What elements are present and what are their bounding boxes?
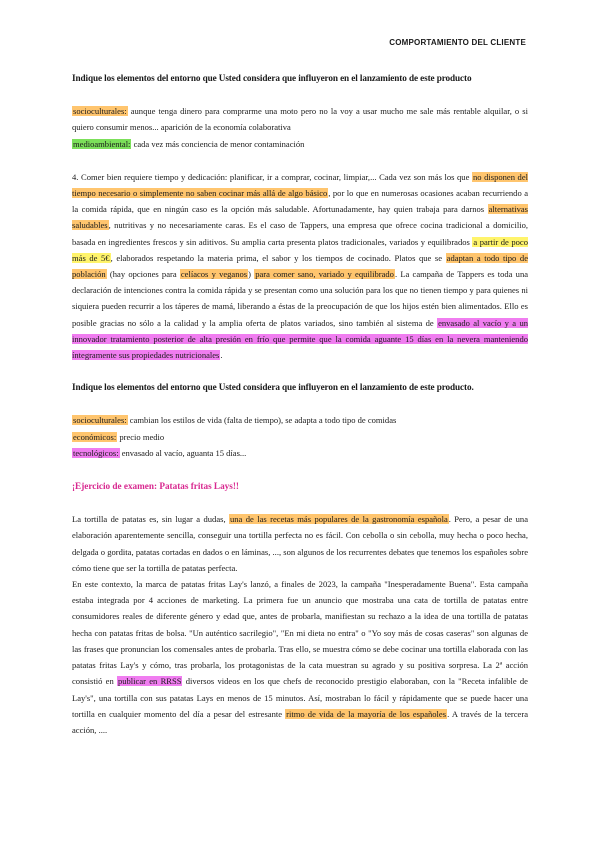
label-socioculturales: socioculturales: xyxy=(73,415,127,426)
text-run: . xyxy=(220,350,223,361)
highlight-magenta: envasado al vacío y a un innovador tratamiento posterior de alta presión en frío que permite que la comida aguante 15 días en la nevera manteniendo íntegramente sus propiedades nutricionales xyxy=(72,317,528,361)
item-text: precio medio xyxy=(117,431,165,442)
label-economicos: económicos: xyxy=(73,431,117,442)
section1-item-socioculturales xyxy=(72,103,528,135)
section2-item-tecnologicos xyxy=(72,445,528,461)
text-run: La tortilla de patatas es, sin lugar a dudas, xyxy=(72,514,229,525)
text-run: . A través de la tercera acción, .... xyxy=(72,708,528,735)
highlight-orange: no disponen del tiempo necesario o simplemente no saben cocinar más allá de algo básico xyxy=(72,171,528,199)
text-run: En este contexto, la marca de patatas fritas Lay's lanzó, a finales de 2023, la campaña "Inesperadamente Buena". Esta campaña estaba integrada por 4 acciones de marketing. La primera fue un anuncio que mostraba una cata de tortilla de patatas entre consumidores reales de diferente género y edad que, antes de probarla, manifiestan su rechazo a la idea de una tortilla de patatas hecha con patatas fritas de bolsa. "Un auténtico sacrilegio", "En mi dieta no entra" o "Yo soy más de cosas caseras" son algunas de las frases que pronuncian los comensales antes de probarla. Tras ello, se muestra cómo se debe cocinar una tortilla elaborada con las patatas fritas Lay's y cómo, tras probarla, los protagonistas de la cata muestran su agrado y su positiva sorpresa. La 2ª acción consistió en xyxy=(72,579,528,687)
item-text: cambian los estilos de vida (falta de tiempo), se adapta a todo tipo de comidas xyxy=(127,415,397,426)
text-run: , elaborados respetando la materia prima, el sabor y los tiempos de cocinado. Platos que se xyxy=(110,252,446,263)
highlight-orange: ritmo de vida de la mayoría de los españoles xyxy=(286,708,447,719)
text-run: 4. Comer bien requiere tiempo y dedicación: planificar, ir a comprar, cocinar, limpiar,... Cada vez son más los que xyxy=(72,171,472,182)
label-tecnologicos: tecnológicos: xyxy=(73,447,119,458)
highlight-magenta: publicar en RRSS xyxy=(117,676,182,687)
exercise-title: ¡Ejercicio de examen: Patatas fritas Lays!! xyxy=(72,481,239,492)
paragraph-4 xyxy=(72,169,528,363)
highlight-orange: una de las recetas más populares de la gastronomía española xyxy=(230,514,448,525)
text-run: . La campaña de Tappers es toda una declaración de intenciones contra la comida rápida y se presentan como una solución para los que no tienen tiempo y para quienes ni siquiera pueden recurrir a los táperes de mamá, liberando a éstas de la preocupación de que los hijos estén bien alimentados. Ello es posible gracias no sólo a la calidad y la amplia oferta de platos variados, sino también al sistema de xyxy=(72,269,529,328)
document-content xyxy=(72,70,528,738)
highlight-yellow: a partir de poco más de 5€ xyxy=(72,236,528,263)
item-text: cada vez más conciencia de menor contaminación xyxy=(131,138,305,149)
section1-item-medioambiental xyxy=(72,136,528,152)
page-header: COMPORTAMIENTO DEL CLIENTE xyxy=(389,38,526,47)
item-text: aunque tenga dinero para comprarme una moto pero no la voy a usar mucho me sale más rentable alquilar, o si quiero consumir menos... aparición de la economía colaborativa xyxy=(72,106,528,133)
section2-item-economicos xyxy=(72,429,528,445)
item-text: envasado al vacío, aguanta 15 días... xyxy=(119,447,247,458)
label-socioculturales: socioculturales: xyxy=(73,106,127,117)
highlight-orange: alternativas saludables xyxy=(72,204,528,231)
exercise-paragraph-2 xyxy=(72,576,528,738)
text-run: (hay opciones para xyxy=(106,269,180,280)
label-medioambiental: medioambiental: xyxy=(73,138,131,149)
text-run: . Pero, a pesar de una elaboración aparentemente sencilla, conseguir una tortilla perfecta no es fácil. Con cebolla o sin cebolla, muy hecha o poco hecha, delgada o gordita, patatas cortadas en dados o en láminas, ..., son algunos de los recurrentes debates que tenemos los españoles sobre cómo tiene que ser la tortilla de patatas perfecta. xyxy=(72,514,528,573)
highlight-orange: adaptan a todo tipo de población xyxy=(72,252,529,280)
exercise-paragraph-1 xyxy=(72,511,528,576)
text-run: , nutritivas y no necesariamente caras. Es el caso de Tappers, una empresa que ofrece cocina tradicional a domicilio, basada en ingredientes frescos y sin aditivos. Su amplia carta presenta platos tradicionales, variados y equilibrados xyxy=(72,220,528,247)
section1-heading: Indique los elementos del entorno que Usted considera que influyeron en el lanzamiento de este producto xyxy=(72,73,472,83)
text-run: diversos videos en los que chefs de reconocido prestigio elaboraban, con la "Receta infalible de Lay's", una tortilla con sus patatas Lays en menos de 15 minutos. Así, mostraban lo fácil y rápidamente que se puede hacer una tortilla en cualquier momento del día a pesar del estresante xyxy=(72,676,528,719)
highlight-orange: para comer sano, variado y equilibrado xyxy=(255,269,394,280)
text-run: , por lo que en numerosas ocasiones acaban recurriendo a la comida rápida, que en ningún caso es la opción más saludable. Afortunadamente, hay quien trabaja para darnos xyxy=(72,188,529,215)
section2-heading: Indique los elementos del entorno que Usted considera que influyeron en el lanzamiento de este producto. xyxy=(72,382,474,393)
highlight-orange: celíacos y veganos xyxy=(180,269,248,280)
section2-item-socioculturales xyxy=(72,412,528,428)
text-run: ) xyxy=(248,269,255,280)
